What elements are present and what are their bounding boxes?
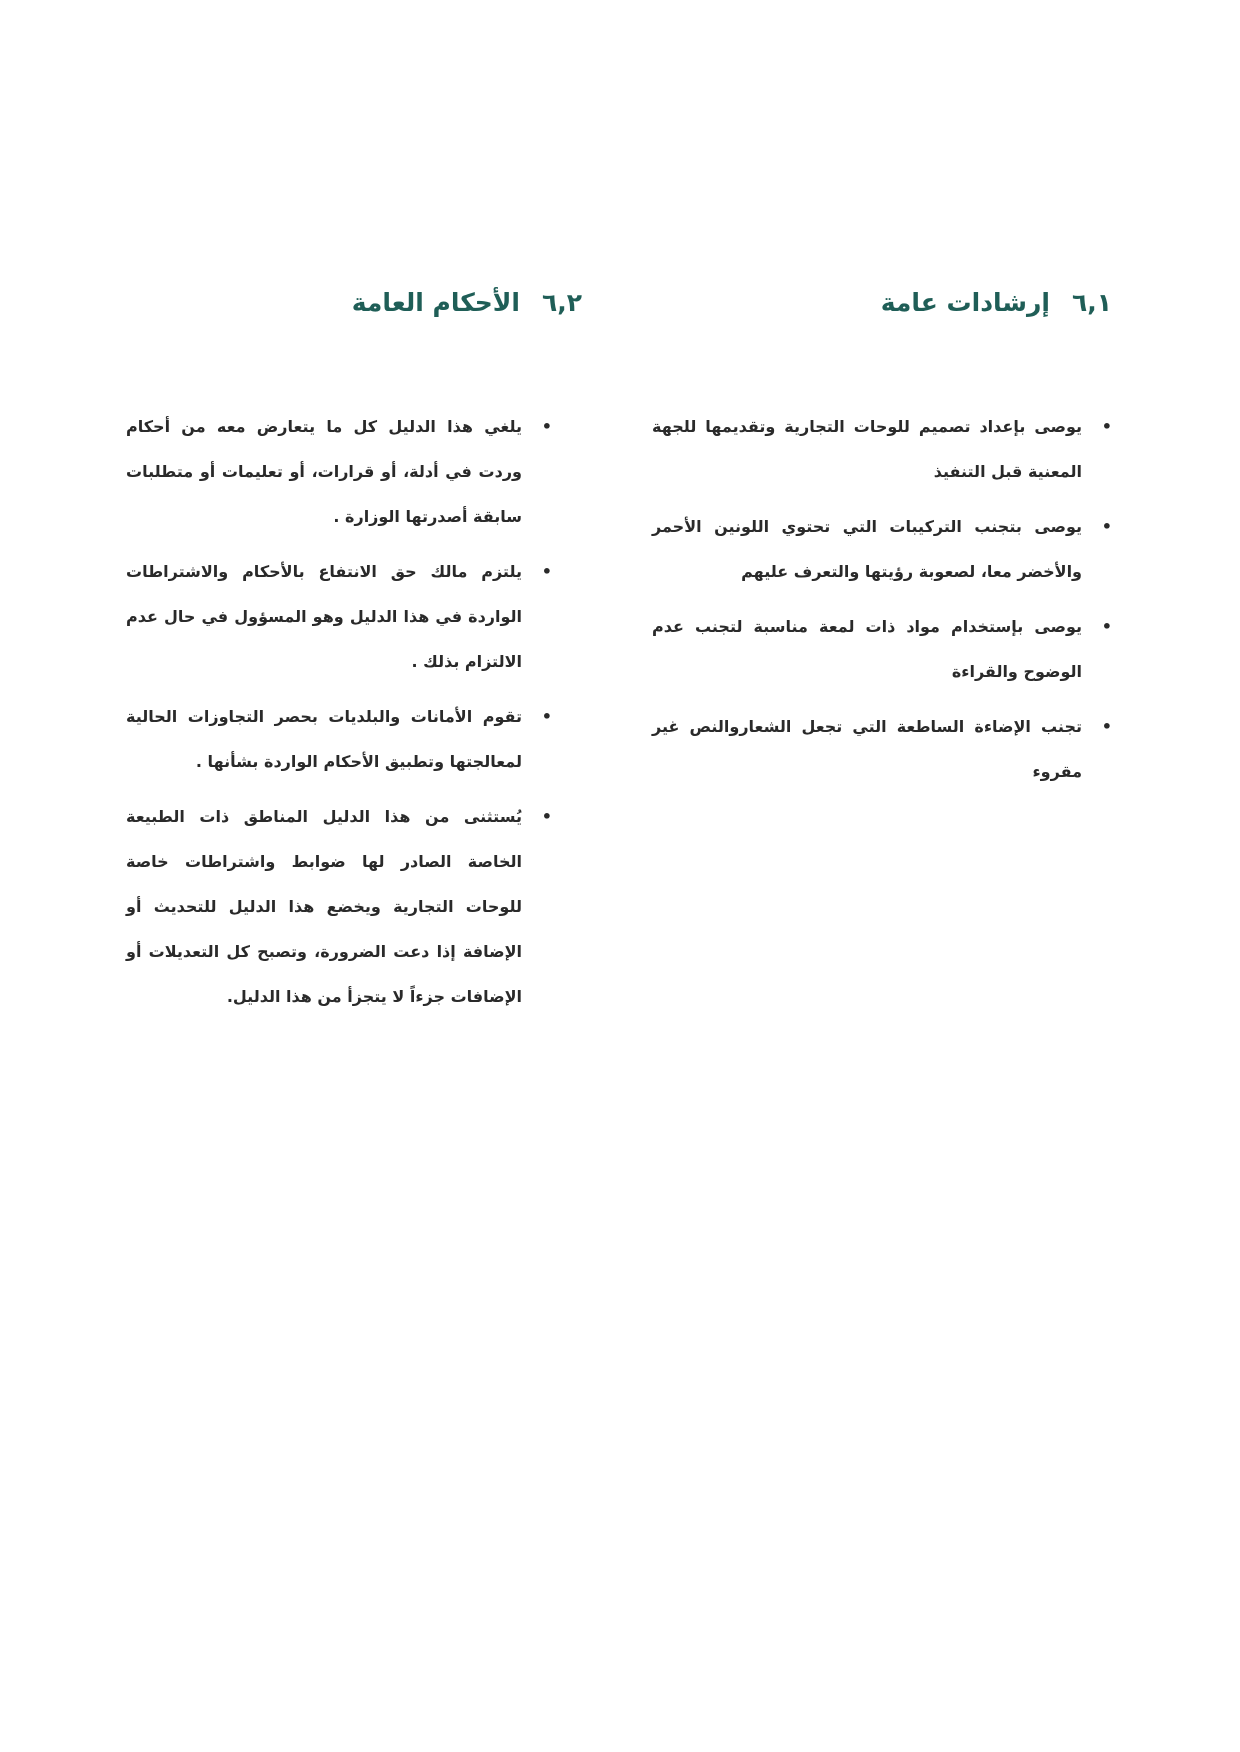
list-item-text: تقوم الأمانات والبلديات بحصر التجاوزات الحالية لمعالجتها وتطبيق الأحكام الواردة بشأنها . (126, 707, 522, 771)
list-item (652, 704, 1112, 794)
list-item (126, 794, 552, 1019)
list-item (652, 404, 1112, 494)
list-item (652, 504, 1112, 594)
section-number: ٦,٢ (541, 287, 582, 317)
list-item-text: يوصى بتجنب التركيبات التي تحتوي اللونين الأحمر والأخضر معا، لصعوبة رؤيتها والتعرف عليهم (652, 517, 1082, 581)
list-item-text: يُستثنى من هذا الدليل المناطق ذات الطبيعة الخاصة الصادر لها ضوابط واشتراطات خاصة للوحات التجارية ويخضع هذا الدليل للتحديث أو الإضافة إذا دعت الضرورة، وتصبح كل التعديلات أو الإضافات جزءاً لا يتجزأ من هذا الدليل. (126, 807, 522, 1006)
list-item (126, 549, 552, 684)
section-number: ٦,١ (1071, 287, 1112, 317)
list-item-text: يوصى بإعداد تصميم للوحات التجارية وتقديمها للجهة المعنية قبل التنفيذ (652, 417, 1082, 481)
section-title: الأحكام العامة (351, 287, 520, 317)
list-item-text: يوصى بإستخدام مواد ذات لمعة مناسبة لتجنب عدم الوضوح والقراءة (652, 617, 1082, 681)
list-item (126, 404, 552, 539)
bullet-icon: • (1101, 517, 1112, 536)
section-general-guidelines (652, 280, 1112, 804)
section-heading (652, 280, 1112, 324)
section-heading (126, 280, 582, 324)
section-title: إرشادات عامة (880, 287, 1050, 317)
section-general-provisions (126, 280, 582, 1029)
bullet-icon: • (541, 417, 552, 436)
provisions-list (126, 404, 552, 1019)
guidelines-list (652, 404, 1112, 794)
list-item-text: تجنب الإضاءة الساطعة التي تجعل الشعاروالنص غير مقروء (652, 717, 1082, 781)
bullet-icon: • (1101, 617, 1112, 636)
list-item (126, 694, 552, 784)
bullet-icon: • (541, 807, 552, 826)
bullet-icon: • (541, 562, 552, 581)
list-item-text: يلغي هذا الدليل كل ما يتعارض معه من أحكام وردت في أدلة، أو قرارات، أو تعليمات أو متطلبات سابقة أصدرتها الوزارة . (126, 417, 522, 526)
bullet-icon: • (1101, 717, 1112, 736)
bullet-icon: • (1101, 417, 1112, 436)
bullet-icon: • (541, 707, 552, 726)
list-item-text: يلتزم مالك حق الانتفاع بالأحكام والاشتراطات الواردة في هذا الدليل وهو المسؤول في حال عدم الالتزام بذلك . (126, 562, 522, 671)
list-item (652, 604, 1112, 694)
